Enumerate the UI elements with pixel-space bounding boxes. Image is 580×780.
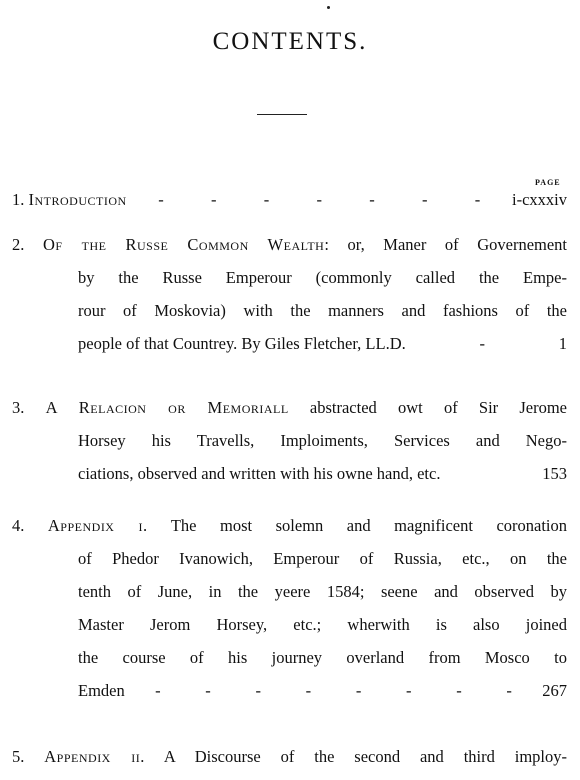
entry-text: A Discourse of the second and third imploy-: [163, 747, 567, 766]
toc-line: the course of his journey overland from Mosco to: [78, 648, 567, 667]
page-title: CONTENTS.: [212, 28, 368, 55]
dot-leaders: [406, 327, 559, 360]
entry-title: Appendix i.: [47, 516, 148, 535]
entry-title: Of the Russe Common Wealth: [42, 235, 325, 254]
toc-entry-appendix-ii: [12, 740, 567, 773]
entry-text: people of that Countrey. By Giles Fletcher, LL.D.: [78, 334, 406, 353]
leader-dash: -: [263, 190, 270, 209]
leader-dash: -: [305, 681, 312, 700]
entry-text: Emden: [78, 681, 125, 700]
page-column-label: PAGE: [535, 178, 561, 187]
toc-line: of Phedor Ivanowich, Emperour of Russia, etc., on the: [78, 549, 567, 568]
entry-text: : or, Maner of Governement: [324, 235, 568, 254]
toc-line: [12, 509, 567, 542]
leader-dash: -: [479, 334, 485, 353]
entry-title: A Relacion or Memoriall: [45, 398, 289, 417]
toc-entry-russe-common-wealth: [12, 228, 567, 360]
entry-number: 4.: [12, 516, 25, 535]
entry-text: The most solemn and magnificent coronation: [170, 516, 568, 535]
leader-dash: -: [422, 190, 428, 209]
toc-line: tenth of June, in the yeere 1584; seene and observed by: [78, 582, 567, 601]
toc-line: [12, 183, 567, 216]
entry-number: 5.: [12, 747, 25, 766]
entry-page: 1: [558, 334, 567, 353]
toc-line: Horsey his Travells, Imploiments, Services and Nego-: [78, 431, 567, 450]
toc-entry-appendix-i: [12, 509, 567, 707]
title-rule: [257, 114, 307, 115]
entry-text: ciations, observed and written with his owne hand, etc.: [78, 464, 441, 483]
leader-dash: -: [155, 681, 161, 700]
entry-number: 2.: [12, 235, 25, 254]
entry-page: 153: [542, 464, 567, 483]
leader-dash: -: [211, 190, 217, 209]
toc-line: [12, 228, 567, 261]
toc-line: [12, 740, 567, 773]
leader-dash: -: [355, 681, 362, 700]
toc-line: [12, 457, 567, 490]
toc-line: [12, 674, 567, 707]
entry-title: Introduction: [28, 190, 127, 209]
toc-line: [12, 327, 567, 360]
dot-leaders: [127, 183, 512, 216]
entry-number: 1.: [12, 190, 25, 209]
toc-entry-introduction: [12, 183, 567, 216]
entry-text: abstracted owt of Sir Jerome: [309, 398, 567, 417]
leader-dash: -: [474, 190, 481, 209]
entry-number: 3.: [12, 398, 25, 417]
entry-title: Appendix ii.: [44, 747, 145, 766]
toc-line: [12, 391, 567, 424]
entry-page: i-cxxxiv: [512, 190, 567, 209]
leader-dash: -: [406, 681, 412, 700]
toc-line: Master Jerom Horsey, etc.; wherwith is also joined: [78, 615, 567, 634]
toc-line: rour of Moskovia) with the manners and fashions of the: [78, 301, 567, 320]
ink-dot: [327, 6, 330, 9]
leader-dash: -: [316, 190, 323, 209]
leader-dash: -: [506, 681, 512, 700]
leader-dash: -: [205, 681, 211, 700]
dot-leaders: [125, 674, 543, 707]
leader-dash: -: [369, 190, 375, 209]
leader-dash: -: [158, 190, 164, 209]
entry-page: 267: [542, 681, 567, 700]
toc-entry-relacion: [12, 391, 567, 490]
leader-dash: -: [456, 681, 462, 700]
toc-line: by the Russe Emperour (commonly called the Empe-: [78, 268, 567, 287]
leader-dash: -: [255, 681, 261, 700]
